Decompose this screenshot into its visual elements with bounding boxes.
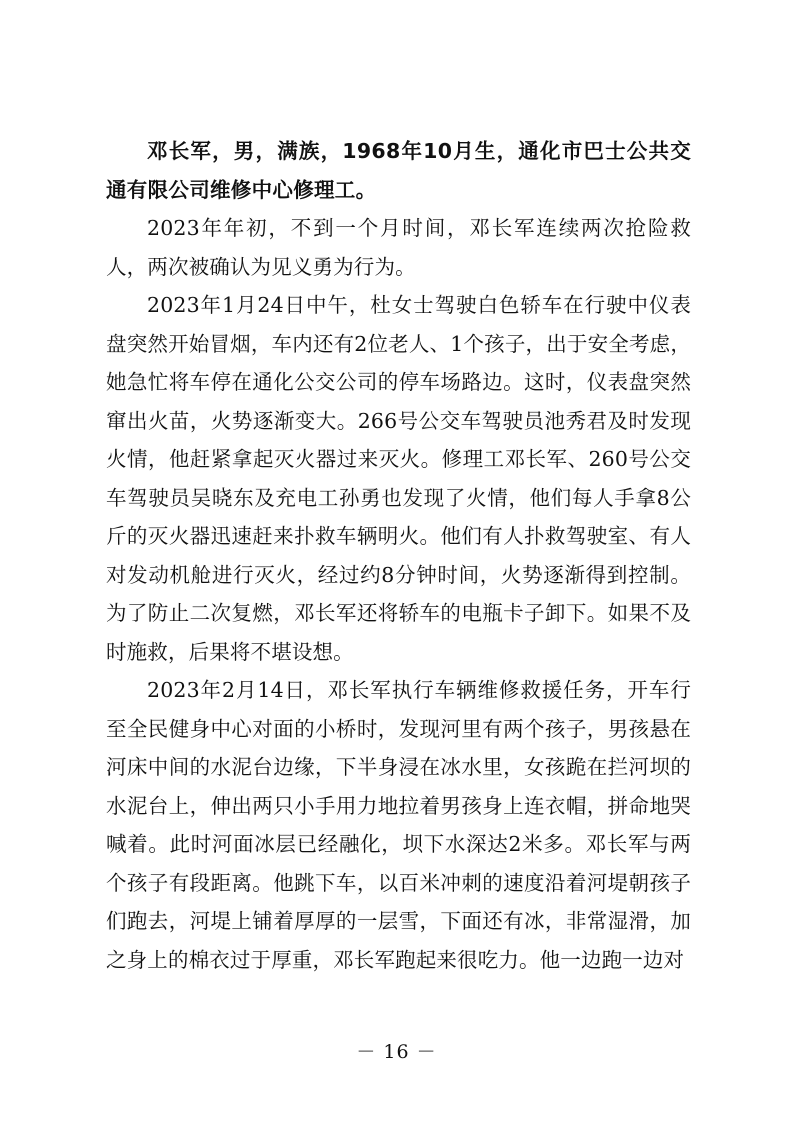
body-paragraph: 2023年年初，不到一个月时间，邓长军连续两次抢险救人，两次被确认为见义勇为行为。: [106, 216, 691, 279]
document-body: [106, 132, 691, 979]
body-paragraph: 2023年2月14日，邓长军执行车辆维修救援任务，开车行至全民健身中心对面的小桥时，发现河里有两个孩子，男孩悬在河床中间的水泥台边缘，下半身浸在冰水里，女孩跪在拦河坝的水泥台上，伸出两只小手用力地拉着男孩身上连衣帽，拼命地哭喊着。此时河面冰层已经融化，坝下水深达2米多。邓长军与两个孩子有段距离。他跳下车，以百米冲刺的速度沿着河堤朝孩子们跑去，河堤上铺着厚厚的一层雪，下面还有冰，非常湿滑，加之身上的棉衣过于厚重，邓长军跑起来很吃力。他一边跑一边对: [106, 678, 691, 972]
intro-paragraph: 邓长军，男，满族，1968年10月生，通化市巴士公共交通有限公司维修中心修理工。: [106, 139, 691, 202]
body-paragraph: 2023年1月24日中午，杜女士驾驶白色轿车在行驶中仪表盘突然开始冒烟，车内还有2位老人、1个孩子，出于安全考虑，她急忙将车停在通化公交公司的停车场路边。这时，仪表盘突然窜出火苗，火势逐渐变大。266号公交车驾驶员池秀君及时发现火情，他赶紧拿起灭火器过来灭火。修理工邓长军、260号公交车驾驶员吴晓东及充电工孙勇也发现了火情，他们每人手拿8公斤的灭火器迅速赶来扑救车辆明火。他们有人扑救驾驶室、有人对发动机舱进行灭火，经过约8分钟时间，火势逐渐得到控制。为了防止二次复燃，邓长军还将轿车的电瓶卡子卸下。如果不及时施救，后果将不堪设想。: [106, 293, 691, 664]
page-number: － 16 －: [356, 1041, 437, 1063]
